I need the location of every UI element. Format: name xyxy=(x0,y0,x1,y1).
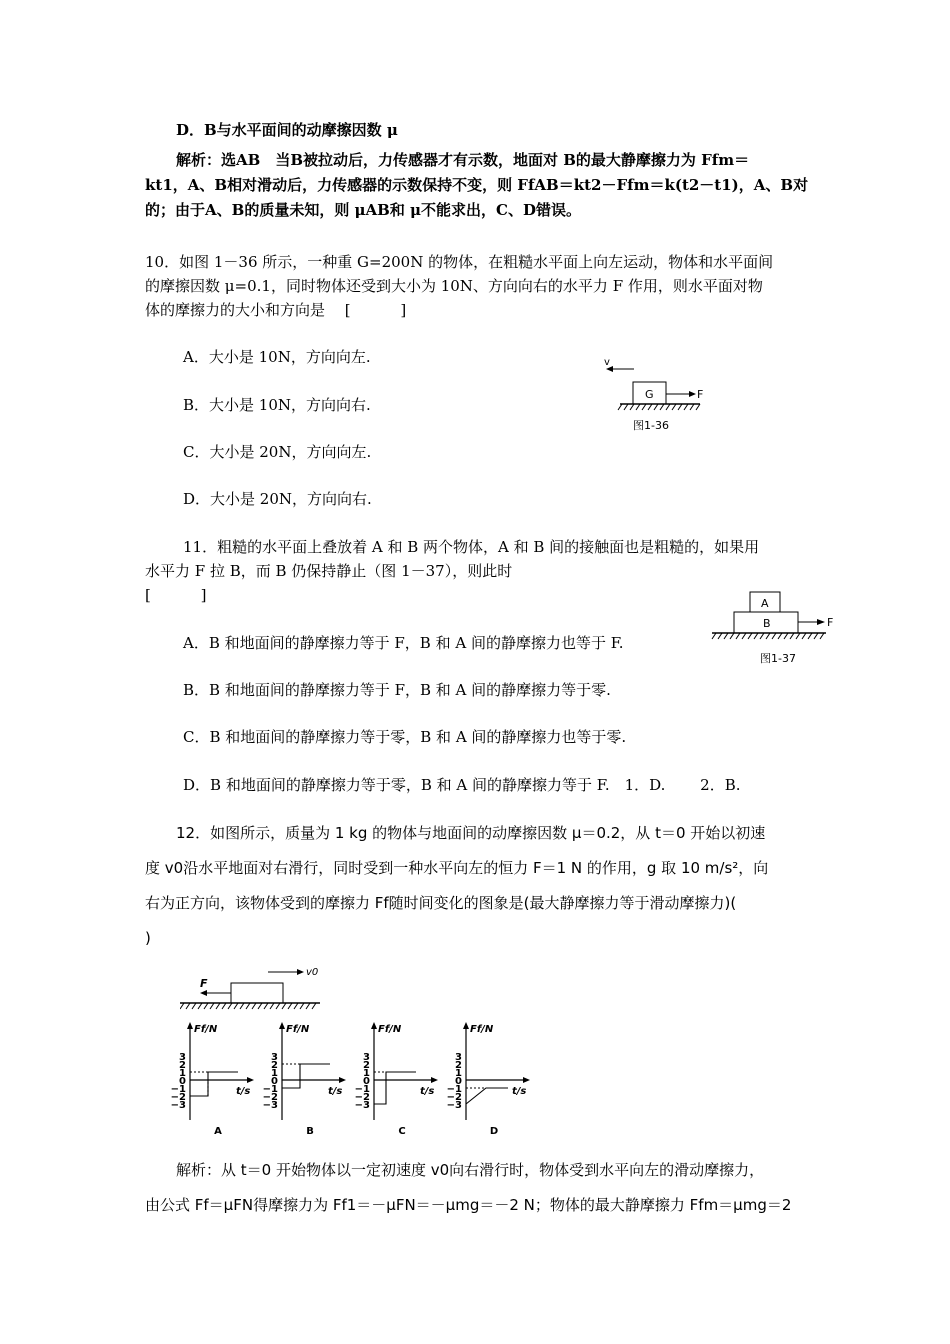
force-label: F xyxy=(827,616,834,629)
y-axis-label: Ff/N xyxy=(378,1024,402,1035)
block xyxy=(231,983,283,1003)
y-tick-label: −2 xyxy=(354,1092,370,1103)
panel-label: B xyxy=(306,1126,314,1137)
force-arrowhead xyxy=(689,391,696,397)
y-tick-label: −2 xyxy=(262,1092,278,1103)
y-tick-label: 2 xyxy=(455,1060,462,1071)
graph-panel xyxy=(355,1022,438,1137)
force-arrowhead xyxy=(817,619,825,625)
y-tick-label: 3 xyxy=(179,1052,186,1063)
friction-curve xyxy=(282,1064,330,1088)
x-axis-label: t/s xyxy=(236,1086,251,1097)
q12-setup-figure xyxy=(180,965,380,1015)
friction-curve xyxy=(190,1072,238,1096)
y-axis-label: Ff/N xyxy=(194,1024,218,1035)
graph-panel xyxy=(263,1022,346,1137)
y-tick-label: 3 xyxy=(363,1052,370,1063)
q12-stem-line-2: 度 v0沿水平地面对右滑行，同时受到一种水平向左的恒力 F＝1 N 的作用，g 取 10 m/s²，向 xyxy=(145,859,769,877)
block-a-label: A xyxy=(761,597,769,610)
x-axis-arrowhead xyxy=(523,1077,530,1083)
q12-stem-line-3: 右为正方向，该物体受到的摩擦力 Ff随时间变化的图象是(最大静摩擦力等于滑动摩擦力)( xyxy=(145,894,737,912)
y-tick-label: 2 xyxy=(179,1060,186,1071)
y-tick-label: 0 xyxy=(455,1076,462,1087)
friction-curve xyxy=(374,1072,416,1104)
q11-stem-line-3: [ ] xyxy=(145,586,207,604)
y-tick-label: 0 xyxy=(363,1076,370,1087)
graph-panel xyxy=(171,1022,254,1137)
q10-option-a: A．大小是 10N，方向向左. xyxy=(183,348,371,366)
q9-option-d: D．B与水平面间的动摩擦因数 μ xyxy=(176,121,398,139)
y-tick-label: −1 xyxy=(170,1084,186,1095)
q10-option-c: C．大小是 20N，方向向左. xyxy=(183,443,372,461)
q12-analysis-line-1: 解析：从 t＝0 开始物体以一定初速度 v0向右滑行时，物体受到水平向左的滑动摩擦力， xyxy=(176,1161,765,1179)
y-tick-label: 3 xyxy=(455,1052,462,1063)
y-tick-label: −2 xyxy=(170,1092,186,1103)
velocity-arrowhead xyxy=(297,969,304,975)
y-tick-label: −2 xyxy=(446,1092,462,1103)
panel-label: C xyxy=(398,1126,406,1137)
x-axis-label: t/s xyxy=(512,1086,527,1097)
figure-1-36-caption: 图1-36 xyxy=(633,419,669,432)
force-label: F xyxy=(697,388,704,401)
q12-stem-line-4: ) xyxy=(145,929,151,947)
force-arrowhead xyxy=(200,990,207,996)
ground-hatching xyxy=(180,1003,316,1009)
y-tick-label: 1 xyxy=(455,1068,462,1079)
velocity-label: v xyxy=(604,357,610,368)
y-tick-label: −3 xyxy=(262,1100,278,1111)
figure-1-36 xyxy=(600,352,720,440)
y-axis-label: Ff/N xyxy=(286,1024,310,1035)
panel-label: A xyxy=(214,1126,222,1137)
q11-option-b: B．B 和地面间的静摩擦力等于 F，B 和 A 间的静摩擦力等于零. xyxy=(183,681,611,699)
q12-analysis-line-2: 由公式 Ff＝μFN得摩擦力为 Ff1＝－μFN＝－μmg＝－2 N；物体的最大静摩擦力 Ffm＝μmg＝2 xyxy=(145,1196,792,1214)
q11-option-a: A．B 和地面间的静摩擦力等于 F，B 和 A 间的静摩擦力也等于 F. xyxy=(183,634,624,652)
y-tick-label: −3 xyxy=(354,1100,370,1111)
q9-analysis-line-3: 的；由于A、B的质量未知，则 μAB和 μ不能求出，C、D错误。 xyxy=(145,201,581,219)
y-tick-label: 0 xyxy=(271,1076,278,1087)
q12-answer-graphs xyxy=(170,1020,570,1140)
block-b-label: B xyxy=(763,617,771,630)
y-tick-label: 0 xyxy=(179,1076,186,1087)
y-axis-arrowhead xyxy=(463,1022,469,1029)
y-tick-label: 2 xyxy=(363,1060,370,1071)
y-tick-label: −1 xyxy=(262,1084,278,1095)
block-g-label: G xyxy=(645,388,654,401)
y-tick-label: −1 xyxy=(354,1084,370,1095)
friction-curve xyxy=(466,1088,508,1104)
graph-panel xyxy=(447,1022,530,1137)
x-axis-arrowhead xyxy=(431,1077,438,1083)
ground-hatching xyxy=(712,633,824,639)
y-tick-label: 1 xyxy=(179,1068,186,1079)
q10-option-b: B．大小是 10N，方向向右. xyxy=(183,396,371,414)
velocity-label: v0 xyxy=(306,967,319,978)
y-axis-arrowhead xyxy=(371,1022,377,1029)
y-tick-label: −3 xyxy=(446,1100,462,1111)
q10-stem-line-1: 10．如图 1－36 所示，一种重 G=200N 的物体，在粗糙水平面上向左运动，物体和水平面间 xyxy=(145,253,774,271)
q11-stem-line-1: 11．粗糙的水平面上叠放着 A 和 B 两个物体，A 和 B 间的接触面也是粗糙的，如果用 xyxy=(183,538,760,556)
x-axis-label: t/s xyxy=(328,1086,343,1097)
q11-stem-line-2: 水平力 F 拉 B，而 B 仍保持静止（图 1－37），则此时 xyxy=(145,562,513,580)
figure-1-37 xyxy=(708,585,848,670)
q11-option-d: D．B 和地面间的静摩擦力等于零，B 和 A 间的静摩擦力等于 F. 1．D. 2．B. xyxy=(183,776,741,794)
x-axis-label: t/s xyxy=(420,1086,435,1097)
q10-option-d: D．大小是 20N，方向向右. xyxy=(183,490,372,508)
q11-option-c: C．B 和地面间的静摩擦力等于零，B 和 A 间的静摩擦力也等于零. xyxy=(183,728,627,746)
y-tick-label: 1 xyxy=(271,1068,278,1079)
q12-stem-line-1: 12．如图所示，质量为 1 kg 的物体与地面间的动摩擦因数 μ＝0.2，从 t＝0 开始以初速 xyxy=(176,824,766,842)
q9-analysis-line-1: 解析：选AB 当B被拉动后，力传感器才有示数，地面对 B的最大静摩擦力为 Ffm＝ xyxy=(176,151,750,169)
y-axis-arrowhead xyxy=(279,1022,285,1029)
y-tick-label: −1 xyxy=(446,1084,462,1095)
ground-hatching xyxy=(618,404,700,410)
y-tick-label: 1 xyxy=(363,1068,370,1079)
x-axis-arrowhead xyxy=(247,1077,254,1083)
q10-stem-line-2: 的摩擦因数 μ=0.1，同时物体还受到大小为 10N、方向向右的水平力 F 作用，则水平面对物 xyxy=(145,277,763,295)
q9-analysis-line-2: kt1，A、B相对滑动后，力传感器的示数保持不变，则 FfAB＝kt2－Ffm＝k(t2－t1)，A、B对 xyxy=(145,176,809,194)
force-label: F xyxy=(200,977,208,990)
y-axis-label: Ff/N xyxy=(470,1024,494,1035)
y-tick-label: 3 xyxy=(271,1052,278,1063)
x-axis-arrowhead xyxy=(339,1077,346,1083)
y-tick-label: 2 xyxy=(271,1060,278,1071)
q10-stem-line-3: 体的摩擦力的大小和方向是 [ ] xyxy=(145,301,407,319)
figure-1-37-caption: 图1-37 xyxy=(760,652,796,665)
y-tick-label: −3 xyxy=(170,1100,186,1111)
y-axis-arrowhead xyxy=(187,1022,193,1029)
panel-label: D xyxy=(489,1126,499,1137)
